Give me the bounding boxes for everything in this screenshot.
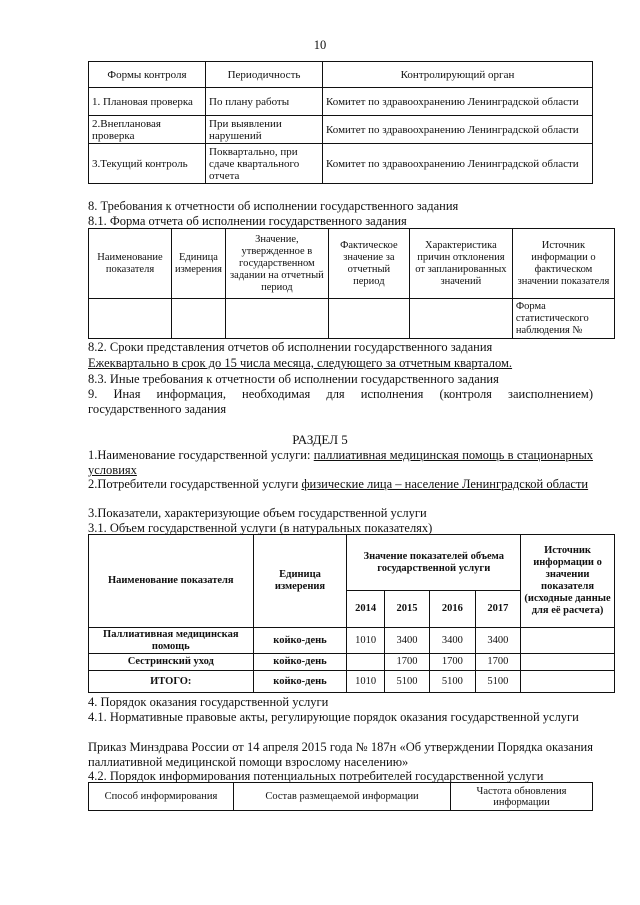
control-form-cell: 1. Плановая проверка xyxy=(89,88,206,116)
vol-row-unit: койко-день xyxy=(253,628,347,654)
vol-source-cell xyxy=(521,654,615,671)
vol-header-source: Источник информации о значении показателя (исходные данные для её расчета) xyxy=(521,535,615,628)
year-2017: 2017 xyxy=(475,591,520,628)
report-cell xyxy=(172,299,226,339)
vol-header-values: Значение показателей объема государственной услуги xyxy=(347,535,521,591)
vol-cell: 5100 xyxy=(475,671,520,693)
report-table xyxy=(88,228,615,339)
p82-value: Ежеквартально в срок до 15 числа месяца, следующего за отчетным кварталом. xyxy=(88,356,513,370)
report-header: Единица измерения xyxy=(172,229,226,299)
vol-source-cell xyxy=(521,671,615,693)
control-period-cell: По плану работы xyxy=(206,88,323,116)
control-period-cell: При выявлении нарушений xyxy=(206,116,323,144)
vol-row-name: Сестринский уход xyxy=(89,654,254,671)
report-cell xyxy=(409,299,512,339)
info-header-frequency: Частота обновления информации xyxy=(451,783,593,811)
page-number: 10 xyxy=(313,38,327,52)
p9: 9. Иная информация, необходимая для исполнения (контроля заисполнением) государственного задания xyxy=(88,387,593,416)
item1 xyxy=(88,448,593,478)
item2-label: 2.Потребители государственной услуги xyxy=(88,477,299,491)
control-table xyxy=(88,61,593,184)
section5-heading: РАЗДЕЛ 5 xyxy=(292,432,348,447)
control-organ-cell: Комитет по здравоохранению Ленинградской области xyxy=(323,88,593,116)
report-source-cell: Форма статистического наблюдения № xyxy=(512,299,614,339)
report-form-title: 8.1. Форма отчета об исполнении государственного задания xyxy=(88,214,407,228)
report-header: Значение, утвержденное в государственном задании на отчетный период xyxy=(225,229,328,299)
report-header: Источник информации о фактическом значении показателя xyxy=(512,229,614,299)
vol-row-name: ИТОГО: xyxy=(89,671,254,693)
section8-title: 8. Требования к отчетности об исполнении государственного задания xyxy=(88,199,459,213)
vol-cell: 3400 xyxy=(384,628,429,654)
vol-row-name: Паллиативная медицинская помощь xyxy=(89,628,254,654)
order-text: Приказ Минздрава России от 14 апреля 2015 года № 187н «Об утверждении Порядка оказания паллиативной медицинской помощи взрослому населению» xyxy=(88,740,593,769)
item3: 3.Показатели, характеризующие объем государственной услуги xyxy=(88,506,427,520)
year-2015: 2015 xyxy=(384,591,429,628)
report-cell xyxy=(89,299,172,339)
p83: 8.3. Иные требования к отчетности об исполнении государственного задания xyxy=(88,372,499,386)
col-header-organ: Контролирующий орган xyxy=(323,62,593,88)
year-2014: 2014 xyxy=(347,591,384,628)
vol-row-unit: койко-день xyxy=(253,654,347,671)
report-header: Фактическое значение за отчетный период xyxy=(328,229,409,299)
vol-cell: 1700 xyxy=(475,654,520,671)
item2 xyxy=(88,477,593,492)
p4: 4. Порядок оказания государственной услуги xyxy=(88,695,329,709)
info-header-content: Состав размещаемой информации xyxy=(234,783,451,811)
control-form-cell: 3.Текущий контроль xyxy=(89,144,206,184)
report-header: Характеристика причин отклонения от запланированных значений xyxy=(409,229,512,299)
vol-cell: 5100 xyxy=(384,671,429,693)
p41: 4.1. Нормативные правовые акты, регулирующие порядок оказания государственной услуги xyxy=(88,710,579,724)
item31: 3.1. Объем государственной услуги (в натуральных показателях) xyxy=(88,521,433,535)
report-cell xyxy=(328,299,409,339)
vol-cell: 3400 xyxy=(430,628,475,654)
item2-value: физические лица – население Ленинградской области xyxy=(301,477,589,491)
vol-header-name: Наименование показателя xyxy=(89,535,254,628)
info-table xyxy=(88,782,593,811)
vol-header-unit: Единица измерения xyxy=(253,535,347,628)
report-cell xyxy=(225,299,328,339)
vol-cell: 3400 xyxy=(475,628,520,654)
vol-source-cell xyxy=(521,628,615,654)
control-period-cell: Поквартально, при сдаче квартального отчета xyxy=(206,144,323,184)
vol-cell: 1700 xyxy=(384,654,429,671)
year-2016: 2016 xyxy=(430,591,475,628)
volume-table xyxy=(88,534,615,693)
vol-cell xyxy=(347,654,384,671)
col-header-form: Формы контроля xyxy=(89,62,206,88)
vol-cell: 5100 xyxy=(430,671,475,693)
col-header-period: Периодичность xyxy=(206,62,323,88)
item1-label: 1.Наименование государственной услуги: xyxy=(88,448,311,462)
control-organ-cell: Комитет по здравоохранению Ленинградской области xyxy=(323,116,593,144)
item1-value: паллиативная медицинская помощь в стационарных условиях xyxy=(88,448,593,477)
vol-row-unit: койко-день xyxy=(253,671,347,693)
p42: 4.2. Порядок информирования потенциальных потребителей государственной услуги xyxy=(88,769,544,783)
info-header-method: Способ информирования xyxy=(89,783,234,811)
vol-cell: 1010 xyxy=(347,671,384,693)
vol-cell: 1010 xyxy=(347,628,384,654)
vol-cell: 1700 xyxy=(430,654,475,671)
p82: 8.2. Сроки представления отчетов об исполнении государственного задания xyxy=(88,340,493,354)
control-organ-cell: Комитет по здравоохранению Ленинградской области xyxy=(323,144,593,184)
report-header: Наименование показателя xyxy=(89,229,172,299)
control-form-cell: 2.Внеплановая проверка xyxy=(89,116,206,144)
